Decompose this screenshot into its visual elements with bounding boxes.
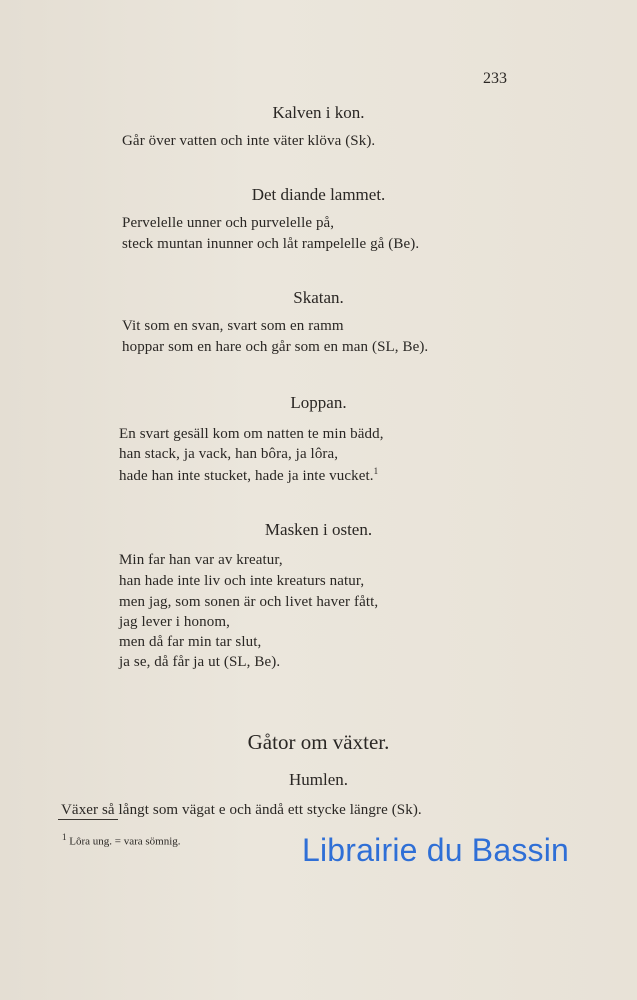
riddle-line-with-footnote bbox=[119, 466, 378, 485]
footnote bbox=[62, 832, 181, 848]
riddle-title-masken: Masken i osten. bbox=[264, 520, 373, 539]
footnote-divider bbox=[58, 819, 118, 820]
riddle-title-lammet: Det diande lammet. bbox=[251, 185, 386, 204]
watermark: Librairie du Bassin bbox=[302, 832, 570, 868]
riddle-title-skatan: Skatan. bbox=[293, 288, 344, 307]
riddle-line: ja se, då får ja ut (SL, Be). bbox=[119, 654, 281, 670]
riddle-line: En svart gesäll kom om natten te min bädd, bbox=[119, 426, 384, 442]
footnote-marker: 1 bbox=[373, 466, 379, 476]
footnote-number: 1 bbox=[62, 832, 67, 842]
riddle-line: steck muntan inunner och låt rampelelle gå (Be). bbox=[122, 236, 420, 252]
riddle-line: Pervelelle unner och purvelelle på, bbox=[122, 215, 335, 231]
riddle-line: Vit som en svan, svart som en ramm bbox=[122, 318, 344, 334]
page-number: 233 bbox=[483, 70, 507, 87]
riddle-line: Växer så långt som vägat e och ändå ett stycke längre (Sk). bbox=[61, 802, 422, 818]
section-title: Gåtor om växter. bbox=[247, 730, 390, 754]
riddle-line-text: hade han inte stucket, hade ja inte vucket. bbox=[119, 468, 374, 484]
riddle-line: han hade inte liv och inte kreaturs natur, bbox=[119, 573, 365, 589]
footnote-text: Lôra ung. = vara sömnig. bbox=[69, 835, 181, 848]
riddle-line: hoppar som en hare och går som en man (SL, Be). bbox=[122, 339, 429, 355]
riddle-line: Går över vatten och inte väter klöva (Sk). bbox=[122, 133, 376, 149]
riddle-line: Min far han var av kreatur, bbox=[119, 552, 283, 568]
riddle-title-loppan: Loppan. bbox=[290, 393, 347, 412]
riddle-title-kalven: Kalven i kon. bbox=[272, 103, 365, 122]
riddle-line: men jag, som sonen är och livet haver fått, bbox=[119, 594, 379, 610]
riddle-line: jag lever i honom, bbox=[119, 614, 230, 630]
riddle-title-humlen: Humlen. bbox=[288, 770, 349, 789]
riddle-line: men då far min tar slut, bbox=[119, 634, 262, 650]
riddle-line: han stack, ja vack, han bôra, ja lôra, bbox=[119, 446, 339, 462]
